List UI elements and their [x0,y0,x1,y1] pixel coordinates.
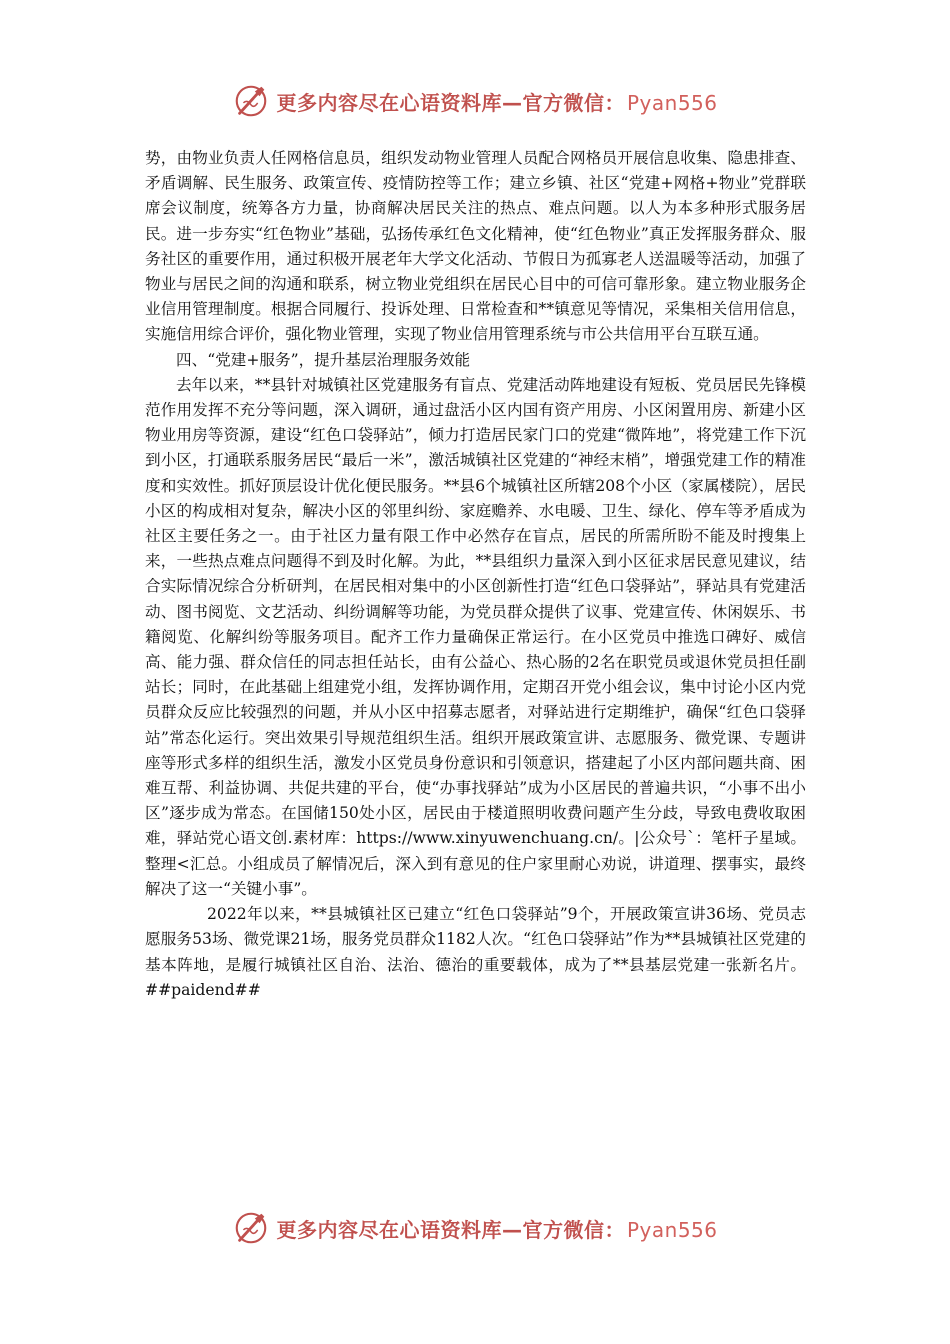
paragraph-property-service: 势，由物业负责人任网格信息员，组织发动物业管理人员配合网格员开展信息收集、隐患排查、矛盾调解、民生服务、政策宣传、疫情防控等工作；建立乡镇、社区“党建+网格+物业”党群联席会议制度，统筹各方力量，协商解决居民关注的热点、难点问题。以人为本多种形式服务居民。进一步夯实“红色物业”基础，弘扬传承红色文化精神，使“红色物业”真正发挥服务群众、服务社区的重要作用，通过积极开展老年大学文化活动、节假日为孤寡老人送温暖等活动，加强了物业与居民之间的沟通和联系，树立物业党组织在居民心目中的可信可靠形象。建立物业服务企业信用管理制度。根据合同履行、投诉处理、日常检查和**镇意见等情况，采集相关信用信息，实施信用综合评价，强化物业管理，实现了物业信用管理系统与市公共信用平台互联互通。 [145,149,806,344]
banner-title: 更多内容尽在心语资料库—官方微信： Pyan556 [276,1217,718,1242]
pen-logo-icon [232,1209,270,1247]
paragraph-results-2022: 2022年以来，**县城镇社区已建立“红色口袋驿站”9个，开展政策宣讲36场、党员志愿服务53场、微党课21场，服务党员群众1182人次。“红色口袋驿站”作为**县城镇社区党建的基本阵地，是履行城镇社区自治、法治、德治的重要载体，成为了**县基层党建一张新名片。 ##paidend## [145,905,806,999]
wechat-handle: Pyan556 [626,90,718,115]
document-body [145,146,806,1003]
pen-logo-icon [232,82,270,120]
footer-banner [0,1203,950,1253]
wechat-handle: Pyan556 [626,1217,718,1242]
section-heading-4: 四、“党建+服务”，提升基层治理服务效能 [176,350,471,369]
paragraph-red-pocket-station: 去年以来，**县针对城镇社区党建服务有盲点、党建活动阵地建设有短板、党员居民先锋模范作用发挥不充分等问题，深入调研，通过盘活小区内国有资产用房、小区闲置用房、新建小区物业用房等资源，建设“红色口袋驿站”，倾力打造居民家门口的党建“微阵地”，将党建工作下沉到小区，打通联系服务居民“最后一米”，激活城镇社区党建的“神经末梢”，增强党建工作的精准度和实效性。抓好顶层设计优化便民服务。**县6个城镇社区所辖208个小区（家属楼院），居民小区的构成相对复杂，解决小区的邻里纠纷、家庭赡养、水电暖、卫生、绿化、停车等矛盾成为社区主要任务之一。由于社区力量有限工作中必然存在盲点，居民的所需所盼不能及时搜集上来，一些热点难点问题得不到及时化解。为此，**县组织力量深入到小区征求居民意见建议，结合实际情况综合分析研判，在居民相对集中的小区创新性打造“红色口袋驿站”，驿站具有党建活动、图书阅览、文艺活动、纠纷调解等功能，为党员群众提供了议事、党建宣传、休闲娱乐、书籍阅览、化解纠纷等服务项目。配齐工作力量确保正常运行。在小区党员中推选口碑好、威信高、能力强、群众信任的同志担任站长，由有公益心、热心肠的2名在职党员或退休党员担任副站长；同时，在此基础上组建党小组，发挥协调作用，定期召开党小组会议，集中讨论小区内党员群众反应比较强烈的问题，并从小区中招募志愿者，对驿站进行定期维护，确保“红色口袋驿站”常态化运行。突出效果引导规范组织生活。组织开展政策宣讲、志愿服务、微党课、专题讲座等形式多样的组织生活，激发小区党员身份意识和引领意识，搭建起了小区内部问题共商、困难互帮、利益协调、共促共建的平台，使“办事找驿站”成为小区居民的普遍共识，“小事不出小区”逐步成为常态。在国储150处小区，居民由于楼道照明收费问题产生分歧，导致电费收取困难，驿站党心语文创.素材库：https://www.xinyuwenchuang.cn/。|公众号`：笔杆子星域。整理<汇总。小组成员了解情况后，深入到有意见的住户家里耐心劝说，讲道理、摆事实，最终解决了这一“关键小事”。 [145,375,806,898]
banner-title: 更多内容尽在心语资料库—官方微信： Pyan556 [276,90,718,115]
header-banner [0,76,950,126]
